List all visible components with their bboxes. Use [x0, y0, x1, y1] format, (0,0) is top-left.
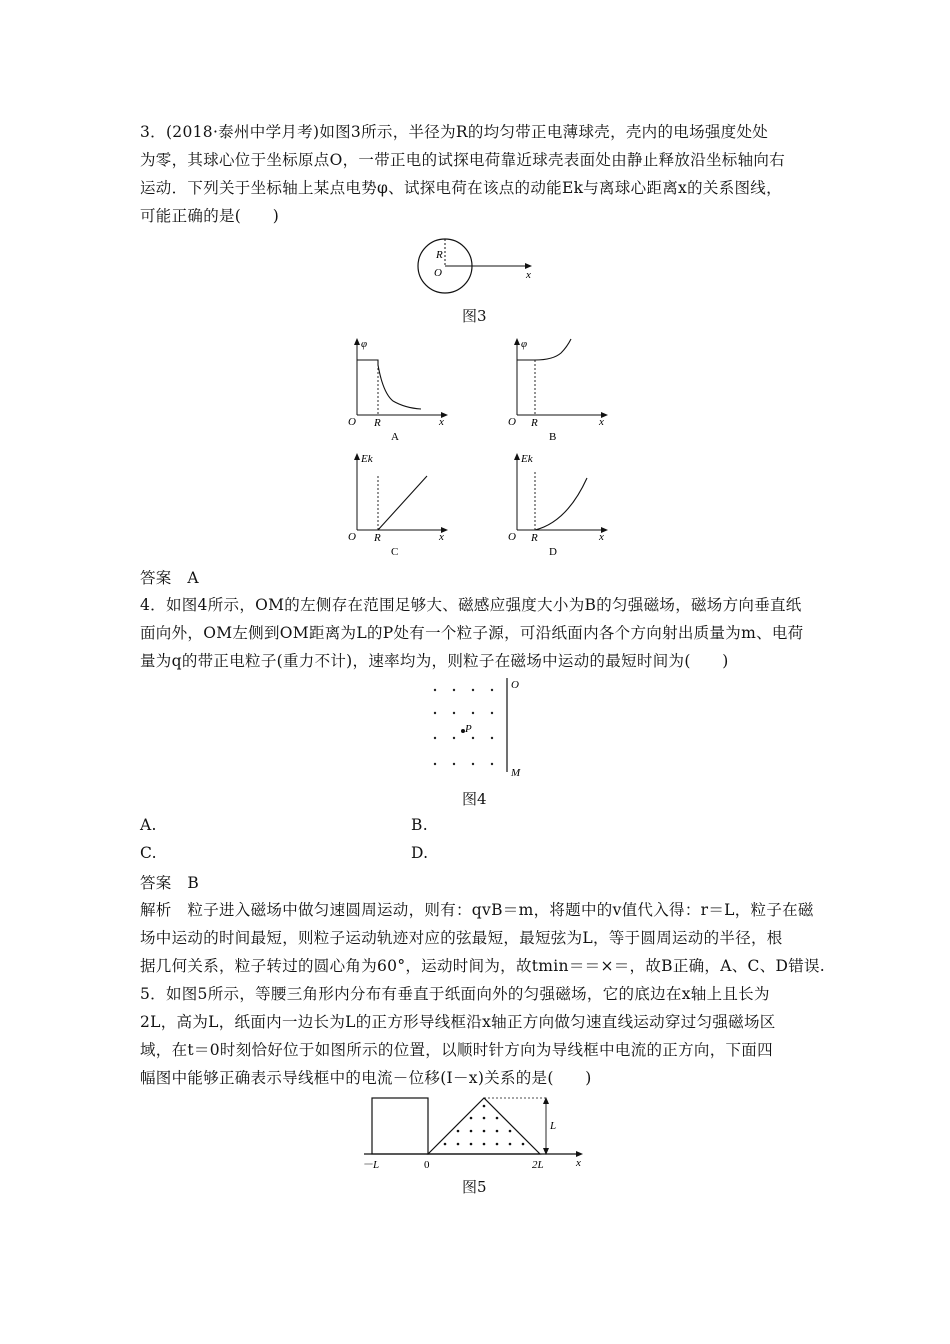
graph-b-xlabel: x [599, 416, 604, 428]
q4-analysis-3: 据几何关系，粒子转过的圆心角为60°，运动时间为，故tmin＝＝×＝，故B正确，A、C、D错误. [140, 957, 826, 975]
q4-analysis-1: 解析 粒子进入磁场中做匀速圆周运动，则有：qvB＝m，将题中的v值代入得：r＝L，粒子在磁 [140, 901, 814, 919]
graph-b-tick: R [531, 417, 538, 429]
graph-c-tick: R [374, 532, 381, 544]
graph-d-tick: R [531, 532, 538, 544]
fig5-label-L: L [550, 1120, 557, 1132]
q5-line-2: 2L，高为L，纸面内一边长为L的正方形导线框沿x轴正方向做匀速直线运动穿过匀强磁场区 [140, 1013, 776, 1031]
fig5-label-2L: 2L [532, 1159, 544, 1171]
graph-c-ylabel: Ek [361, 453, 373, 465]
fig4-label-P: P [465, 723, 472, 735]
graph-b-ylabel: φ [521, 338, 528, 350]
graph-a-ylabel: φ [361, 338, 368, 350]
graph-a-tick: R [374, 417, 381, 429]
graph-c-option: C [391, 546, 399, 558]
graph-d-xlabel: x [599, 531, 604, 543]
fig3-label-O: O [434, 267, 442, 279]
square-frame [372, 1098, 428, 1154]
fig5-label-negL: －L [362, 1159, 380, 1171]
fig4-caption: 图4 [462, 790, 487, 808]
graph-b-option: B [549, 431, 557, 443]
figure-3-sphere [410, 232, 540, 304]
q4-option-a: A. [140, 816, 157, 834]
q3-line-1: 3．(2018·泰州中学月考)如图3所示，半径为R的均匀带正电薄球壳，壳内的电场强度处处 [140, 123, 769, 141]
graph-a-xlabel: x [439, 416, 444, 428]
q4-line-3: 量为q的带正电粒子(重力不计)，速率均为，则粒子在磁场中运动的最短时间为( ) [140, 652, 729, 670]
triangle-dots [444, 1105, 525, 1146]
q5-line-1: 5．如图5所示，等腰三角形内分布有垂直于纸面向外的匀强磁场，它的底边在x轴上且长为 [140, 985, 770, 1003]
q4-option-b: B. [411, 816, 428, 834]
graph-d-origin: O [508, 531, 516, 543]
fig3-caption: 图3 [462, 307, 487, 325]
q4-line-2: 面向外，OM左侧到OM距离为L的P处有一个粒子源，可沿纸面内各个方向射出质量为m、电荷 [140, 624, 804, 642]
graph-a-origin: O [348, 416, 356, 428]
graph-d-ylabel: Ek [521, 453, 533, 465]
figure-4-field [425, 676, 535, 782]
q4-option-c: C. [140, 844, 157, 862]
graph-c [345, 450, 455, 560]
graph-a [345, 335, 455, 445]
q4-analysis-2: 场中运动的时间最短，则粒子运动轨迹对应的弦最短，最短弦为L，等于圆周运动的半径，根 [140, 929, 783, 947]
field-dots [434, 689, 493, 765]
fig5-caption: 图5 [462, 1178, 487, 1196]
q3-line-2: 为零，其球心位于坐标原点O，一带正电的试探电荷靠近球壳表面处由静止释放沿坐标轴向右 [140, 151, 786, 169]
graph-d-option: D [549, 546, 557, 558]
graph-b [505, 335, 615, 445]
q4-option-d: D. [411, 844, 429, 862]
fig3-label-R: R [436, 249, 443, 261]
graph-a-option: A [391, 431, 399, 443]
q3-line-4: 可能正确的是( ) [140, 207, 280, 225]
graph-d [505, 450, 615, 560]
fig3-label-x: x [526, 269, 531, 281]
figure-5-triangle [360, 1092, 590, 1172]
graph-c-xlabel: x [439, 531, 444, 543]
q4-line-1: 4．如图4所示，OM的左侧存在范围足够大、磁感应强度大小为B的匀强磁场，磁场方向垂直纸 [140, 596, 802, 614]
graph-c-origin: O [348, 531, 356, 543]
q4-answer: 答案 B [140, 874, 200, 892]
fig5-label-zero: 0 [424, 1159, 430, 1171]
q3-line-3: 运动．下列关于坐标轴上某点电势φ、试探电荷在该点的动能Ek与离球心距离x的关系图线， [140, 179, 782, 197]
q3-answer: 答案 A [140, 569, 199, 587]
graph-b-origin: O [508, 416, 516, 428]
q5-line-3: 域，在t＝0时刻恰好位于如图所示的位置，以顺时针方向为导线框中电流的正方向，下面四 [140, 1041, 773, 1059]
fig5-label-x: x [576, 1157, 581, 1169]
fig4-label-O: O [511, 679, 519, 691]
q5-line-4: 幅图中能够正确表示导线框中的电流－位移(I－x)关系的是( ) [140, 1069, 592, 1087]
fig4-label-M: M [511, 767, 521, 779]
